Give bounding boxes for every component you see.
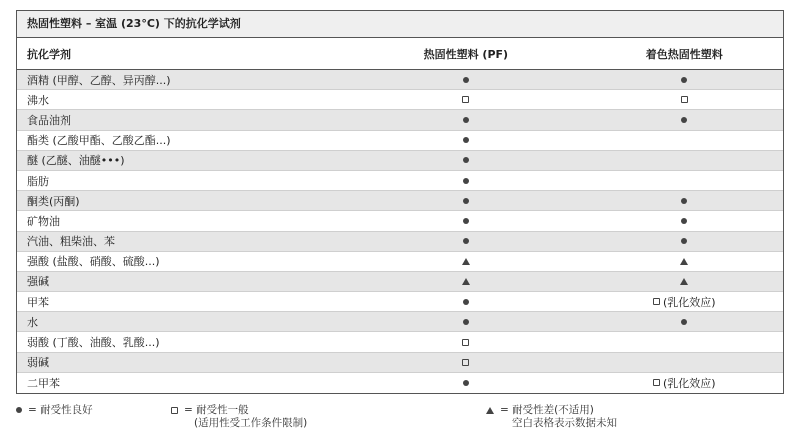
dot-icon (463, 137, 469, 143)
table-row (17, 191, 783, 211)
colored-rating (586, 77, 783, 83)
table-row (17, 131, 783, 151)
table-row (17, 353, 783, 373)
chemical-name: 强酸 (盐酸、硝酸、硫酸...) (27, 255, 160, 269)
legend-unknown-note: 空白表格表示数据未知 (512, 417, 617, 429)
chemical-name: 酮类(丙酮) (27, 194, 80, 208)
chemical-name: 强碱 (27, 275, 49, 289)
pf-rating (346, 238, 585, 244)
chemical-name: 矿物油 (27, 214, 60, 228)
table-row (17, 90, 783, 110)
table-header (17, 38, 783, 70)
chemical-name: 甲苯 (27, 295, 49, 309)
pf-rating (346, 178, 585, 184)
pf-rating (346, 117, 585, 123)
dot-icon (681, 198, 687, 204)
table-row (17, 312, 783, 332)
table-row (17, 151, 783, 171)
triangle-icon (680, 258, 688, 265)
chemical-name: 水 (27, 315, 38, 329)
square-icon (681, 96, 688, 103)
dot-icon (681, 238, 687, 244)
square-icon (462, 96, 469, 103)
chemical-name: 酯类 (乙酸甲酯、乙酸乙酯...) (27, 134, 171, 148)
triangle-icon (462, 258, 470, 265)
table-row (17, 292, 783, 312)
chemical-name: 汽油、粗柴油、苯 (27, 235, 115, 249)
dot-icon (463, 178, 469, 184)
colored-rating (586, 258, 783, 265)
square-icon (171, 407, 178, 414)
square-icon (653, 298, 660, 305)
legend-good-text: = 耐受性良好 (28, 404, 93, 416)
legend-fair (171, 404, 307, 430)
chemical-name: 酒精 (甲醇、乙醇、异丙醇...) (27, 73, 171, 87)
header-pf: 热固性塑料 (PF) (423, 47, 509, 61)
dot-icon (681, 117, 687, 123)
chemical-name: 二甲苯 (27, 376, 60, 390)
pf-rating (346, 258, 585, 265)
legend-fair-note: (适用性受工作条件限制) (194, 417, 308, 429)
dot-icon (463, 218, 469, 224)
colored-rating (586, 319, 783, 325)
dot-icon (681, 77, 687, 83)
triangle-icon (486, 407, 494, 414)
legend-fair-text: = 耐受性一般 (184, 404, 249, 416)
pf-rating (346, 137, 585, 143)
colored-rating (586, 96, 783, 103)
colored-note: (乳化效应) (662, 295, 716, 309)
table-row (17, 211, 783, 231)
triangle-icon (680, 278, 688, 285)
dot-icon (16, 407, 22, 413)
square-icon (462, 339, 469, 346)
legend-poor-text: = 耐受性差(不适用) (500, 404, 594, 416)
colored-rating (586, 375, 783, 391)
pf-rating (346, 198, 585, 204)
table-row (17, 373, 783, 393)
dot-icon (463, 117, 469, 123)
chemical-name: 沸水 (27, 93, 49, 107)
dot-icon (463, 157, 469, 163)
legend-poor (486, 404, 617, 430)
pf-rating (346, 96, 585, 103)
chemical-name: 醚 (乙醚、油醚•••) (27, 154, 125, 168)
dot-icon (463, 238, 469, 244)
square-icon (653, 379, 660, 386)
pf-rating (346, 359, 585, 366)
square-icon (462, 359, 469, 366)
dot-icon (681, 218, 687, 224)
colored-rating (586, 198, 783, 204)
dot-icon (463, 198, 469, 204)
chemical-name: 弱碱 (27, 356, 49, 370)
dot-icon (463, 380, 469, 386)
header-colored: 着色热固性塑料 (645, 47, 723, 61)
header-chemical: 抗化学剂 (27, 47, 71, 61)
dot-icon (681, 319, 687, 325)
colored-rating (586, 218, 783, 224)
table-row (17, 70, 783, 90)
chemical-name: 脂肪 (27, 174, 49, 188)
pf-rating (346, 77, 585, 83)
colored-rating (586, 278, 783, 285)
colored-rating (586, 238, 783, 244)
chemical-name: 食品油剂 (27, 113, 71, 127)
table-title: 热固性塑料 – 室温 (23°C) 下的抗化学试剂 (17, 11, 783, 38)
colored-note: (乳化效应) (662, 376, 716, 390)
table-row (17, 332, 783, 352)
colored-rating (586, 294, 783, 310)
table-body (17, 70, 783, 393)
pf-rating (346, 319, 585, 325)
colored-rating (586, 117, 783, 123)
table-row (17, 272, 783, 292)
pf-rating (346, 278, 585, 285)
table-row (17, 171, 783, 191)
pf-rating (346, 157, 585, 163)
chemical-name: 弱酸 (丁酸、油酸、乳酸...) (27, 336, 160, 350)
pf-rating (346, 299, 585, 305)
pf-rating (346, 339, 585, 346)
table-row (17, 252, 783, 272)
dot-icon (463, 77, 469, 83)
triangle-icon (462, 278, 470, 285)
dot-icon (463, 319, 469, 325)
table-row (17, 232, 783, 252)
table-row (17, 110, 783, 130)
legend-good (16, 404, 93, 417)
pf-rating (346, 218, 585, 224)
chemical-resistance-table (16, 10, 784, 394)
pf-rating (346, 380, 585, 386)
dot-icon (463, 299, 469, 305)
